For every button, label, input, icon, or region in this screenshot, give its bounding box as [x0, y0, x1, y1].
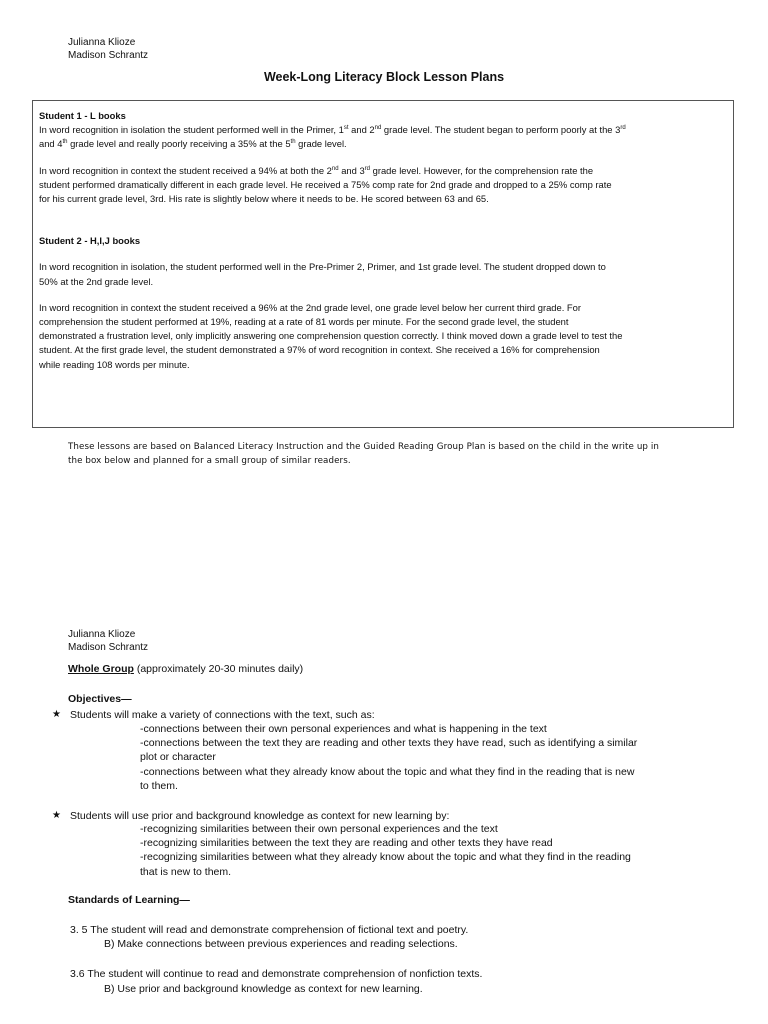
student1-heading: Student 1 - L books [39, 110, 126, 121]
lesson-note-line: These lessons are based on Balanced Literacy Instruction and the Guided Reading Group Plan is based on the child in the write up in [68, 442, 660, 452]
objective-1: Students will make a variety of connections with the text, such as: [70, 709, 375, 721]
objective-subitem: -connections between the text they are reading and other texts they have read, such as identifying a similar [140, 737, 638, 750]
objective-subitem: to them. [140, 779, 178, 792]
student1-paragraph-2: In word recognition in context the student received a 94% at both the 2nd and 3rd grade level. However, for the comprehension rate the student performed dramatically different in each grade level. He received a 75% comp rate for 2nd grade and dropped to a 25% comp rate for his current grade level, 3rd. His rate is slightly below where it needs to be. He scored between 63 and 65. [39, 164, 612, 205]
lesson-note-line: the box below and planned for a small group of similar readers. [68, 455, 351, 466]
objective-subitem: -connections between their own personal experiences and what is happening in the text [140, 723, 547, 735]
author-name: Julianna Klioze [68, 629, 136, 640]
whole-group-title: Whole Group [68, 663, 134, 675]
author-name: Madison Schrantz [68, 642, 149, 653]
page-title: Week-Long Literacy Block Lesson Plans [263, 70, 505, 84]
author-name: Madison Schrantz [68, 50, 149, 61]
objective-subitem: -recognizing similarities between what they already know about the topic and what they find in the reading [140, 851, 631, 864]
standards-heading: Standards of Learning— [68, 894, 190, 906]
standard-3-5: 3. 5 The student will read and demonstrate comprehension of fictional text and poetry. [70, 924, 469, 936]
objective-1-subitems [140, 722, 720, 793]
student2-paragraph-2: In word recognition in context the student received a 96% at the 2nd grade level, one grade level below her current third grade. For comprehension the student performed at 19%, reading at a rate of 81 words per minute. For the second grade level, the student demonstrated a frustration level, only implicitly answering one comprehension question correctly. I think moved down a grade level to test the student. At the first grade level, the student demonstrated a 97% of word recognition in context. She received a 16% for comprehension while reading 108 words per minute. [39, 301, 623, 370]
standard-3-6-b: B) Use prior and background knowledge as context for new learning. [104, 983, 423, 995]
student1-paragraph-1: In word recognition in isolation the student performed well in the Primer, 1st and 2nd grade level. The student began to perform poorly at the 3rd and 4th grade level and really poorly receiving a 35% at the 5th grade level. [39, 124, 626, 150]
objectives-heading: Objectives— [68, 693, 132, 705]
standard-3-6: 3.6 The student will continue to read and demonstrate comprehension of nonfiction texts. [70, 968, 483, 980]
whole-group-duration: (approximately 20-30 minutes daily) [133, 663, 304, 675]
author-list-top [68, 36, 148, 62]
author-list-second [68, 628, 148, 654]
student2-heading: Student 2 - H,I,J books [39, 235, 141, 247]
student2-paragraph-1: In word recognition in isolation, the student performed well in the Pre-Primer 2, Primer, and 1st grade level. The student dropped down to 50% at the 2nd grade level. [39, 261, 606, 287]
standard-3-5-b: B) Make connections between previous experiences and reading selections. [104, 938, 458, 950]
lesson-note [68, 441, 708, 468]
objective-subitem: -recognizing similarities between their own personal experiences and the text [140, 823, 498, 835]
student-summary-box [32, 100, 734, 428]
objective-subitem: that is new to them. [140, 865, 232, 878]
author-name: Julianna Klioze [68, 37, 136, 48]
objective-subitem: -connections between what they already know about the topic and what they find in the reading that is new [140, 765, 635, 778]
objective-subitem: plot or character [140, 751, 216, 764]
objective-2: Students will use prior and background knowledge as context for new learning by: [70, 810, 450, 822]
star-bullet-icon: ★ [52, 810, 61, 821]
star-bullet-icon: ★ [52, 709, 61, 720]
whole-group-heading [68, 662, 303, 676]
objective-2-subitems [140, 822, 720, 879]
objective-subitem: -recognizing similarities between the text they are reading and other texts they have read [140, 837, 553, 850]
